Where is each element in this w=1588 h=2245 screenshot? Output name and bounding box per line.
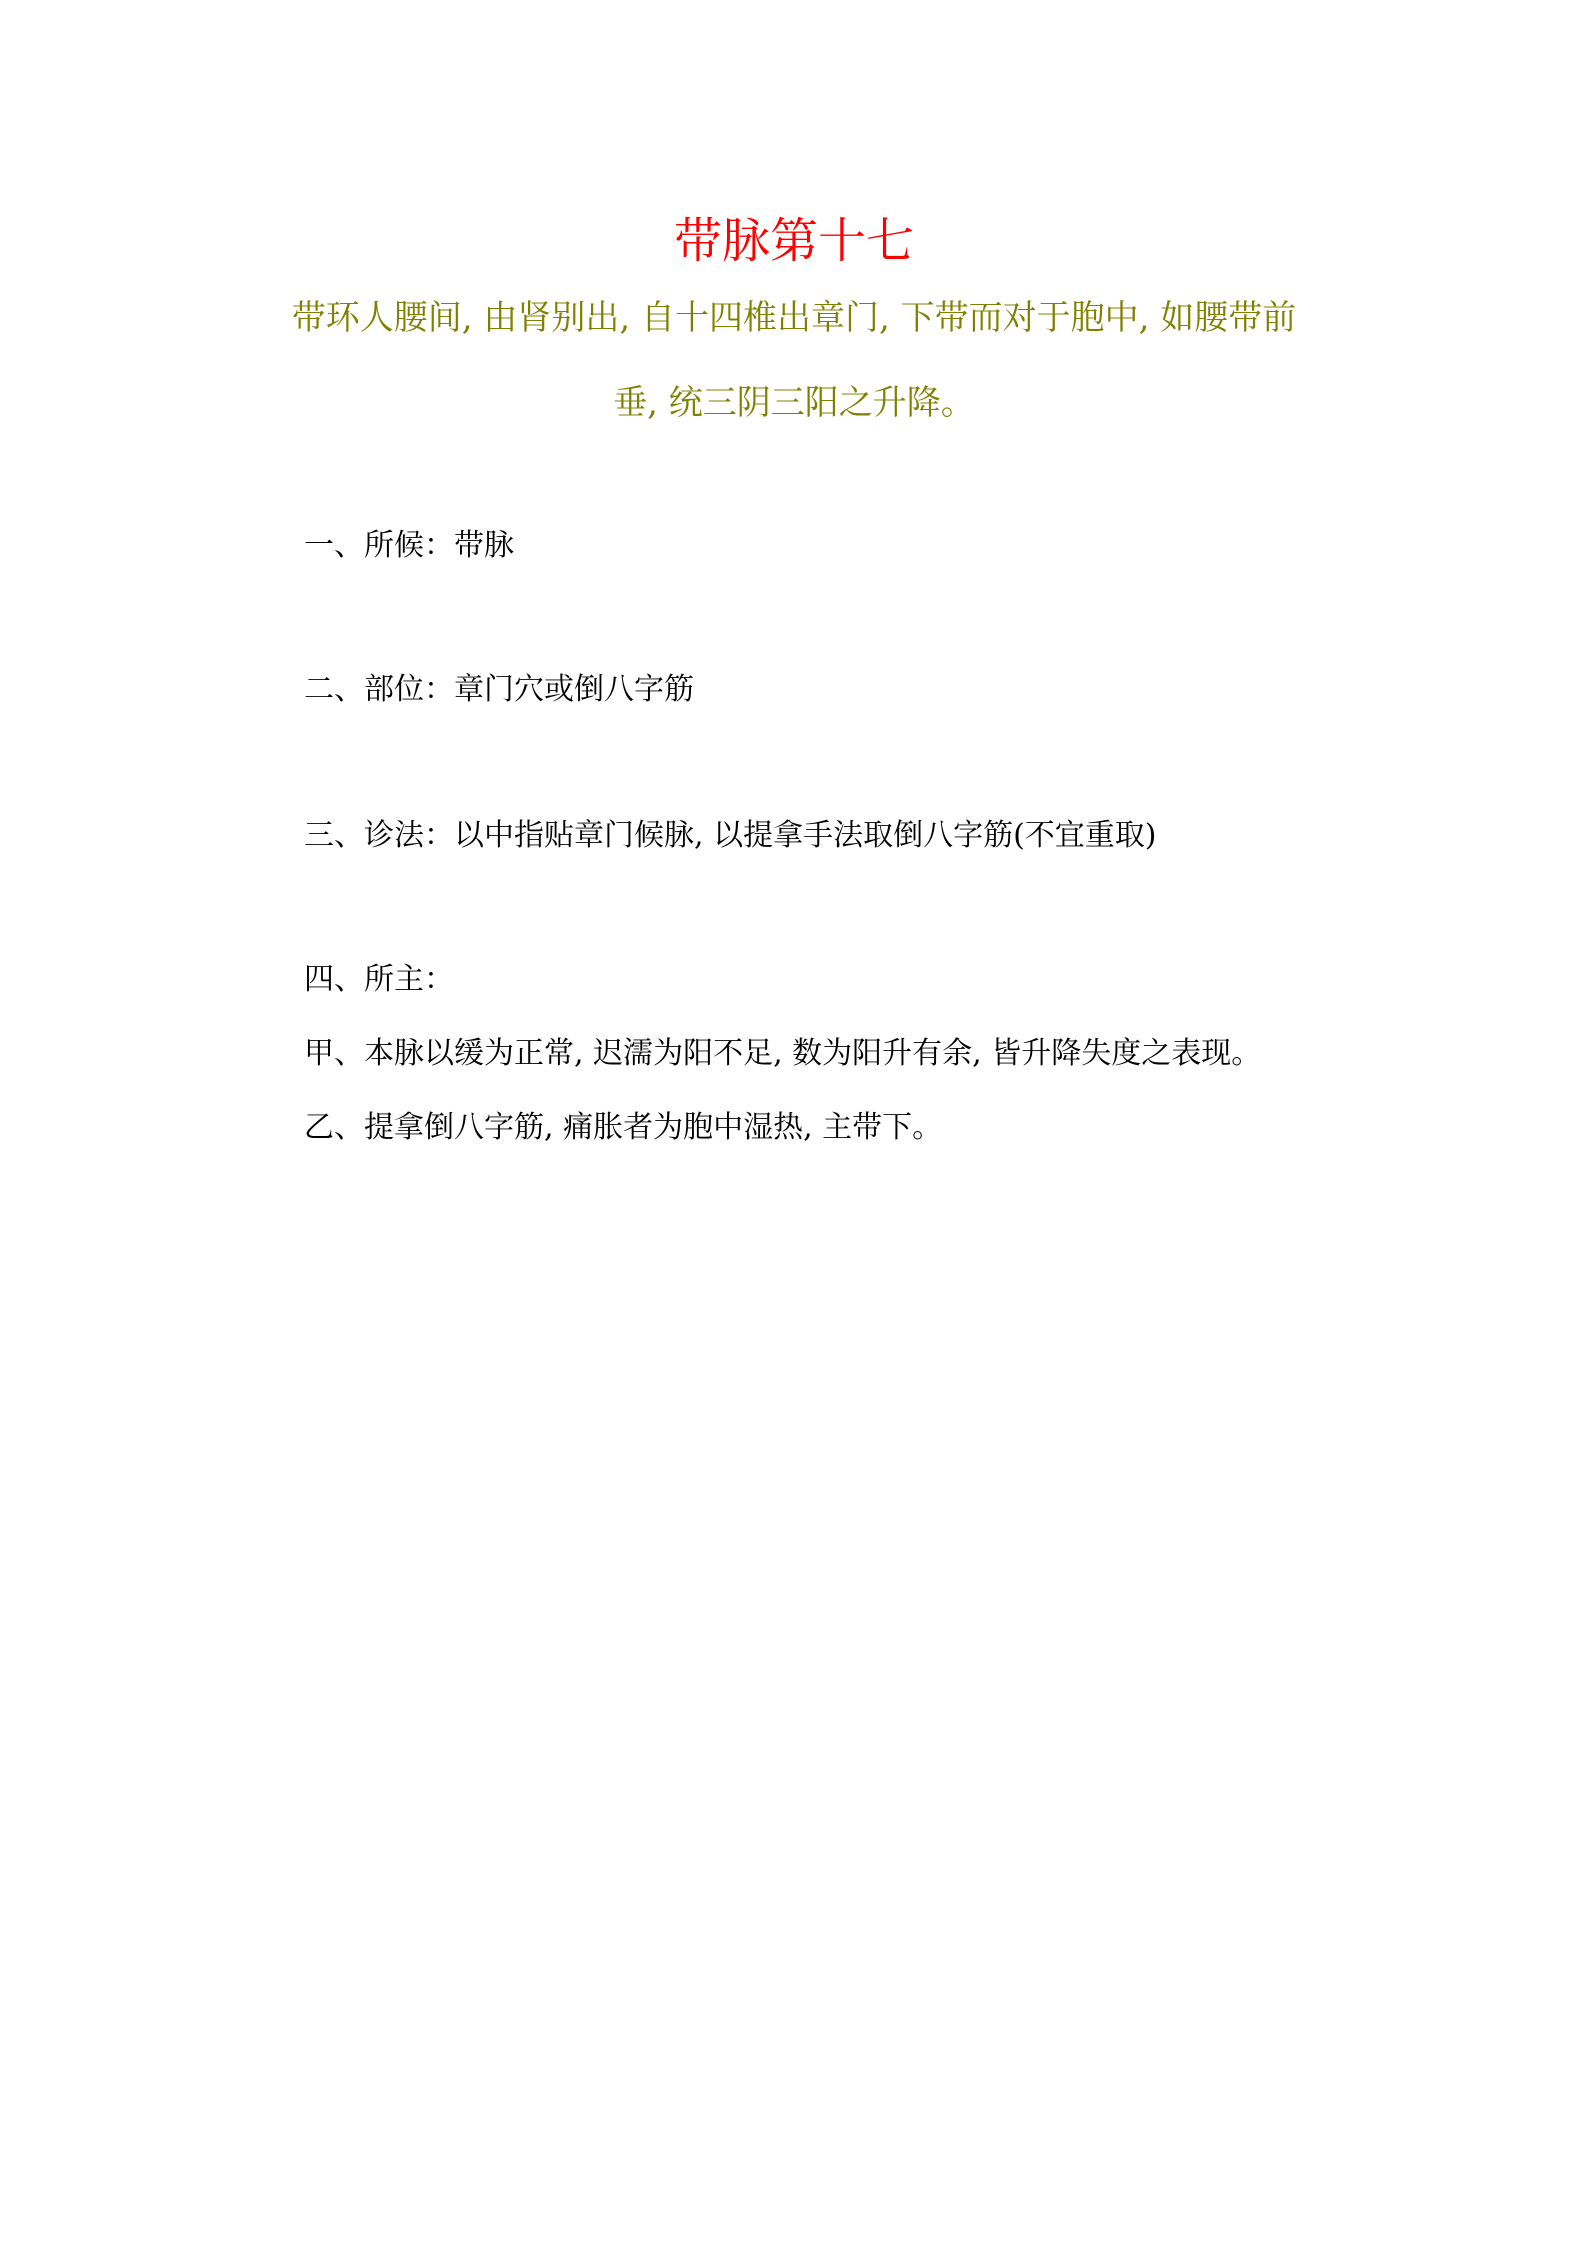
section-indications-heading: 四、所主： (304, 962, 454, 997)
section-indicator: 一、所候：带脉 (304, 528, 514, 563)
section-indication-a: 甲、本脉以缓为正常, 迟濡为阳不足, 数为阳升有余, 皆升降失度之表现。 (304, 1036, 1262, 1071)
intro-line-2: 垂, 统三阴三阳之升降。 (613, 383, 975, 423)
section-diagnosis-method: 三、诊法：以中指贴章门候脉, 以提拿手法取倒八字筋(不宜重取) (304, 818, 1157, 853)
section-indication-b: 乙、提拿倒八字筋, 痛胀者为胞中湿热, 主带下。 (304, 1110, 943, 1145)
intro-line-1: 带环人腰间, 由肾别出, 自十四椎出章门, 下带而对于胞中, 如腰带前 (291, 298, 1297, 338)
page-title: 带脉第十七 (673, 213, 914, 269)
section-location: 二、部位：章门穴或倒八字筋 (304, 672, 694, 707)
